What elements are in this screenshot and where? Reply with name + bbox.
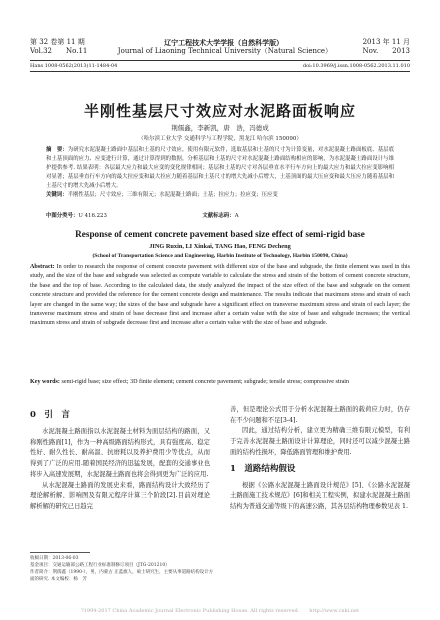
clc-label: 中图分类号： (46, 213, 79, 219)
footnote-fund: 基金项目：交通运输部公路工程行业标准制修订项目（JTG-201210） (30, 563, 170, 568)
abstract-en-text: In order to research the response of cement concrete pavement with different size of the base and subgrade, the finite element was used in this study, and the size of the base and subgrade was selected as compute variable to calculate the stress and strain of the bottom of cement concrete structure, the base and the top of base. According to the calculated data, the study analyzed the impact of the size effect of the base and subgrade on the cement concrete structure and provided the reference for the cement concrete design and maintenance. The results indicate that maximum stress and strain of each layer are changed in the same way; the sizes of the base and subgrade have a significant effect on transverse maximum stress and strain of each layer; the transverse maximum stress and strain of base decrease first and increase after a certain value with the size of base and subgrade increases; the vertical maximum stress and strain of subgrade decrease first and increase after a certain value with the size of base and subgrade. (30, 264, 410, 327)
body-column-right (230, 405, 410, 513)
classification-row (46, 211, 394, 219)
doccode-label: 文献标志码： (202, 213, 235, 219)
issn-line: Hans 1008-0562(2013)11-1484-04 (30, 63, 118, 69)
footnote-received: 收稿日期：2013-06-03 (30, 556, 79, 561)
affiliation-en: (School of Transportation Science and Engineering, Harbin Institute of Technology, Harbin 150090, China) (92, 253, 348, 259)
section-heading-introduction: 0 引 言 (30, 410, 70, 420)
journal-name-en: Journal of Liaoning Technical University（Natural Science） (117, 47, 333, 55)
journal-header (30, 38, 410, 56)
keywords-cn-text: 半刚性基层；尺寸效应；三维有限元；水泥混凝土路面；土基；拉应力；拉应变；压应变 (67, 191, 278, 198)
abstract-cn (46, 146, 394, 199)
keywords-en-text: semi-rigid base; size effect; 3D finite element; cement concrete pavement; subgrade; tensile stress; compressive strain (61, 379, 350, 385)
footnote-author: 作者简介：荆儒鑫（1990-），男，内蒙古 正蓝旗人，硕士研究生，主要从事道路结构设计方面的研究. 本文编校：杨 芳 (30, 570, 214, 582)
footnote-rule (30, 552, 90, 553)
keywords-en-label: Key words: (30, 379, 60, 385)
paragraph: 水泥混凝土路面指以水泥混凝土材料为面层结构的路面，又称刚性路面[1]，作为一种高级路面结构形式，具有强度高、稳定性好、耐久性长、耐高温、抗磨耗以及养护费用少等优点，从而得到了广泛的应用.随着国民经济的迅猛发展，配套的交通事业也将步入高速发展期，水泥混凝土路面也将会得到更为广泛的应用. (30, 428, 210, 478)
abstract-en (30, 263, 410, 329)
abstract-cn-text: 为研究水泥混凝土路面中基层和土基的尺寸效应，使用有限元软件，选取基层和土基的尺寸为计算变量，对水泥混凝土路面板底、基层底和土基顶面的应力、应变进行计算，通过计算得到的数据，分析基层和土基的尺寸对水泥混凝土路面结构相应的影响，为水泥混凝土路面设计与维护提供参考. 结果表明：各层最大应力和最大应变的变化规律相同；基层和土基的尺寸对各层垂直水平行车方向上的最大应力和最大拉应变影响相对显著；基层垂直行车方向的最大拉应变和最大拉应力随着基层和土基尺寸的增大先减小后增大，土基顶面的最大压应变和最大压应力随着基层和土基尺寸的增大先减小后增大。 (46, 147, 394, 189)
date-cn: 2013 年 11 月 (362, 38, 410, 46)
authors-cn: 荆儒鑫，李新凯，唐 浩，冯德成 (171, 124, 269, 132)
doccode-value: A (234, 213, 239, 219)
clc-value: U 416.223 (78, 213, 107, 219)
abstract-cn-label: 摘 要： (46, 147, 68, 153)
paragraph: 从水泥混凝土路面的发展史来看，路面结构设计大致经历了理论解析解、影响图及有限元程序计算三个阶段[2].目前对理论解析解的研究已日趋完 (30, 481, 210, 510)
header-rule-thin (30, 71, 410, 72)
keywords-cn-label: 关键词： (46, 191, 68, 198)
authors-en: JING Ruxin, LI Xinkai, TANG Hao, FENG Decheng (149, 243, 291, 250)
abstract-en-label: Abstract: (30, 264, 55, 270)
paper-title-cn: 半刚性基层尺寸效应对水泥路面板响应 (83, 102, 356, 120)
section-heading-road-structure: 1 道路结构假设 (230, 463, 296, 474)
journal-name-cn: 辽宁工程技术大学学报（自然科学版） (164, 38, 284, 47)
keywords-en (30, 378, 410, 387)
footnote (30, 552, 215, 583)
date-en: Nov. 2013 (362, 47, 410, 55)
paragraph: 善，但是理论公式用于分析水泥混凝土路面的载荷应力时，仍存在不少问题和不足[3-4]. (230, 406, 410, 424)
issn-row (30, 63, 410, 69)
affiliation-cn: （哈尔滨工业大学 交通科学与工程学院，黑龙江 哈尔滨 150090） (138, 136, 302, 142)
paragraph: 因此，通过结构分析，建立更为精确三维有限元模型，有利于完善水泥混凝土路面设计计算理论，同时还可以减少混凝土路面的结构性损坏，降低路面管理和维护费用. (230, 427, 410, 456)
volume-en: Vol.32 No.11 (30, 47, 88, 55)
paper-title-en: Response of cement concrete pavement based size effect of semi-rigid base (75, 229, 365, 239)
copyright-notice: ?1994-2017 China Academic Journal Electronic Publishing House. All rights reserved. http://www.cnki.net (80, 608, 359, 614)
paragraph: 根据《公路水泥混凝土路面设计规范》[5]、《公路水泥混凝土路面施工技术规范》[6]和相关工程实例，拟建水泥混凝土路面结构为普通交通等级下的高速公路，其各层结构物理参数见表 1. (230, 481, 410, 510)
body-column-left (30, 405, 210, 513)
volume-cn: 第 32 卷第 11 期 (30, 38, 85, 46)
header-rule (30, 60, 410, 61)
doi-link[interactable]: doi:10.3969/j.issn.1008-0562.2013.11.010 (302, 63, 410, 69)
